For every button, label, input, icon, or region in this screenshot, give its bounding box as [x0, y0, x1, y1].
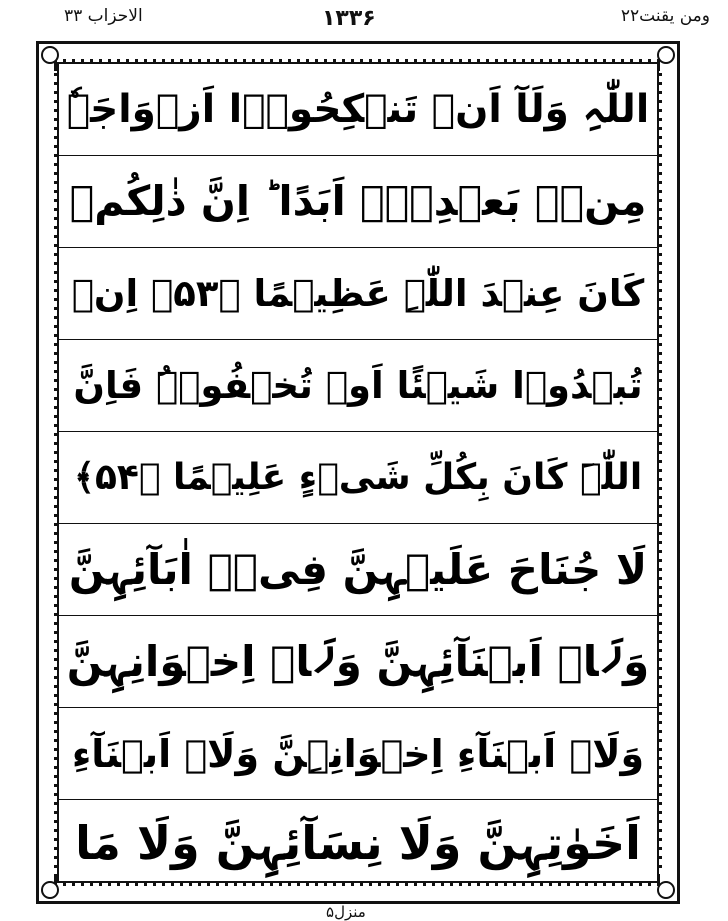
surah-name-header: الاحزاب ۳۳	[64, 6, 143, 26]
page-number: ۱۳۳۶	[322, 6, 376, 31]
corner-ornament-icon	[657, 881, 675, 899]
verse-line-7	[59, 616, 657, 708]
verse-text: مِنۡۢ بَعۡدِہٖۤ اَبَدًا ؕ اِنَّ ذٰلِکُمۡ	[69, 177, 647, 225]
corner-ornament-icon	[41, 881, 59, 899]
verse-text: اللّٰہَ کَانَ بِکُلِّ شَیۡءٍ عَلِیۡمًا ﴿۵۴﴾	[73, 456, 643, 498]
page-border-frame	[36, 41, 680, 904]
corner-ornament-icon	[657, 46, 675, 64]
verse-line-2	[59, 156, 657, 248]
text-area	[57, 62, 659, 883]
verse-text: اَخَوٰتِہِنَّ وَلَا نِسَآئِہِنَّ وَلَا مَا	[75, 815, 641, 870]
verse-line-1	[59, 64, 657, 156]
verse-line-3	[59, 248, 657, 340]
para-name-header: ومن یقنت۲۲	[620, 6, 710, 26]
verse-line-8	[59, 708, 657, 800]
verse-line-6	[59, 524, 657, 616]
verse-text: اللّٰہِ وَلَآ اَنۡ تَنۡکِحُوۡۤا اَزۡوَاجَہٗ	[66, 87, 650, 132]
verse-text: وَلَاۤ اَبۡنَآئِہِنَّ وَلَاۤ اِخۡوَانِہِنَّ	[66, 636, 650, 686]
manzil-footer: منزل۵	[326, 903, 366, 921]
verse-text: تُبۡدُوۡا شَیۡئًا اَوۡ تُخۡفُوۡہُ فَاِنَّ	[73, 364, 643, 407]
verse-line-5	[59, 432, 657, 524]
verse-text: وَلَاۤ اَبۡنَآءِ اِخۡوَانِہِنَّ وَلَاۤ اَبۡنَآءِ	[71, 731, 645, 776]
verse-line-9	[59, 800, 657, 885]
verse-text: لَا جُنَاحَ عَلَیۡہِنَّ فِیۡۤ اٰبَآئِہِنَّ	[68, 544, 648, 594]
verse-line-4	[59, 340, 657, 432]
verse-text: کَانَ عِنۡدَ اللّٰہِ عَظِیۡمًا ﴿۵۳﴾ اِنۡ	[71, 272, 645, 315]
